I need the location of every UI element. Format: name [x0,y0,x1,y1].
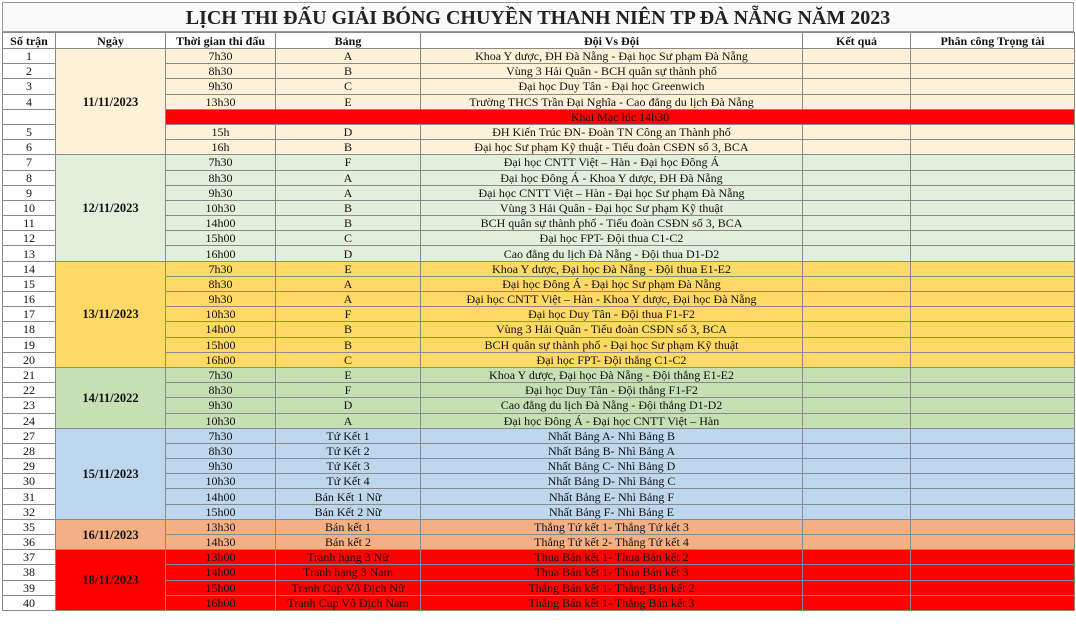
referee-cell[interactable] [911,474,1075,489]
time-cell[interactable]: 13h30 [166,94,276,109]
date-cell[interactable]: 11/11/2023 [56,49,166,155]
match-no-cell[interactable] [3,109,56,124]
time-cell[interactable]: 14h00 [166,489,276,504]
header-result[interactable]: Kết quả [803,33,911,49]
referee-cell[interactable] [911,246,1075,261]
result-cell[interactable] [803,367,911,382]
group-cell[interactable]: Tứ Kết 2 [276,443,421,458]
time-cell[interactable]: 14h30 [166,535,276,550]
referee-cell[interactable] [911,261,1075,276]
match-no-cell[interactable]: 17 [3,307,56,322]
group-cell[interactable]: Tranh Cup Vô Địch Nam [276,595,421,610]
referee-cell[interactable] [911,398,1075,413]
table-row [3,550,1075,565]
time-cell[interactable]: 13h30 [166,519,276,534]
referee-cell[interactable] [911,276,1075,291]
group-cell[interactable]: B [276,200,421,215]
teams-cell[interactable]: Khoa Y dược, Đại học Đà Nẵng - Đội thua E1-E2 [421,261,803,276]
group-cell[interactable]: Tranh hạng 3 Nam [276,565,421,580]
result-cell[interactable] [803,246,911,261]
group-cell[interactable]: D [276,246,421,261]
result-cell[interactable] [803,398,911,413]
teams-cell[interactable]: Đại học CNTT Việt – Hàn - Đại học Đông Á [421,155,803,170]
match-no-cell[interactable]: 14 [3,261,56,276]
result-cell[interactable] [803,383,911,398]
referee-cell[interactable] [911,185,1075,200]
referee-cell[interactable] [911,307,1075,322]
result-cell[interactable] [803,64,911,79]
group-cell[interactable]: B [276,140,421,155]
group-cell[interactable]: B [276,216,421,231]
teams-cell[interactable]: Thua Bán kết 1- Thua Bán kết 2 [421,550,803,565]
teams-cell[interactable]: Nhất Bảng A- Nhì Bảng B [421,428,803,443]
referee-cell[interactable] [911,459,1075,474]
referee-cell[interactable] [911,352,1075,367]
referee-cell[interactable] [911,155,1075,170]
referee-cell[interactable] [911,79,1075,94]
result-cell[interactable] [803,307,911,322]
time-cell[interactable]: 8h30 [166,276,276,291]
result-cell[interactable] [803,185,911,200]
match-no-cell[interactable]: 35 [3,519,56,534]
match-no-cell[interactable]: 21 [3,367,56,382]
match-no-cell[interactable]: 22 [3,383,56,398]
teams-cell[interactable]: Thắng Tứ kết 2- Thắng Tứ kết 4 [421,535,803,550]
result-cell[interactable] [803,459,911,474]
time-cell[interactable]: 10h30 [166,200,276,215]
date-cell[interactable]: 15/11/2023 [56,428,166,519]
group-cell[interactable]: A [276,49,421,64]
group-cell[interactable]: C [276,79,421,94]
result-cell[interactable] [803,535,911,550]
time-cell[interactable]: 9h30 [166,459,276,474]
match-no-cell[interactable]: 15 [3,276,56,291]
referee-cell[interactable] [911,337,1075,352]
time-cell[interactable]: 8h30 [166,383,276,398]
group-cell[interactable]: B [276,337,421,352]
date-cell[interactable]: 14/11/2022 [56,367,166,428]
group-cell[interactable]: C [276,352,421,367]
match-no-cell[interactable]: 11 [3,216,56,231]
time-cell[interactable]: 10h30 [166,413,276,428]
referee-cell[interactable] [911,64,1075,79]
match-no-cell[interactable]: 4 [3,94,56,109]
time-cell[interactable]: 13h00 [166,550,276,565]
teams-cell[interactable]: Đại học FPT- Đội thắng C1-C2 [421,352,803,367]
match-no-cell[interactable]: 40 [3,595,56,610]
match-no-cell[interactable]: 18 [3,322,56,337]
time-cell[interactable]: 7h30 [166,155,276,170]
teams-cell[interactable]: BCH quân sự thành phố - Đại học Sư phạm Kỹ thuật [421,337,803,352]
group-cell[interactable]: F [276,307,421,322]
teams-cell[interactable]: Vùng 3 Hải Quân - Tiểu đoàn CSĐN số 3, BCA [421,322,803,337]
match-no-cell[interactable]: 7 [3,155,56,170]
time-cell[interactable]: 9h30 [166,185,276,200]
result-cell[interactable] [803,94,911,109]
match-no-cell[interactable]: 39 [3,580,56,595]
group-cell[interactable]: E [276,94,421,109]
group-cell[interactable]: A [276,292,421,307]
group-cell[interactable]: F [276,383,421,398]
match-no-cell[interactable]: 9 [3,185,56,200]
referee-cell[interactable] [911,443,1075,458]
result-cell[interactable] [803,276,911,291]
teams-cell[interactable]: Khoa Y dược, ĐH Đà Nẵng - Đại học Sư phạm Đà Nẵng [421,49,803,64]
result-cell[interactable] [803,216,911,231]
time-cell[interactable]: 16h [166,140,276,155]
referee-cell[interactable] [911,322,1075,337]
group-cell[interactable]: B [276,64,421,79]
match-no-cell[interactable]: 29 [3,459,56,474]
match-no-cell[interactable]: 16 [3,292,56,307]
group-cell[interactable]: A [276,185,421,200]
opening-banner[interactable]: Khai Mạc lúc 14h30 [166,109,1075,124]
group-cell[interactable]: Tứ Kết 3 [276,459,421,474]
referee-cell[interactable] [911,231,1075,246]
time-cell[interactable]: 7h30 [166,428,276,443]
referee-cell[interactable] [911,367,1075,382]
match-no-cell[interactable]: 38 [3,565,56,580]
sheet-title: LỊCH THI ĐẤU GIẢI BÓNG CHUYỀN THANH NIÊN TP ĐÀ NẴNG NĂM 2023 [2,2,1074,32]
referee-cell[interactable] [911,200,1075,215]
match-no-cell[interactable]: 13 [3,246,56,261]
header-date[interactable]: Ngày [56,33,166,49]
teams-cell[interactable]: Nhất Bảng B- Nhì Bảng A [421,443,803,458]
time-cell[interactable]: 7h30 [166,367,276,382]
schedule-body [3,49,1075,611]
referee-cell[interactable] [911,489,1075,504]
time-cell[interactable]: 7h30 [166,261,276,276]
time-cell[interactable]: 16h00 [166,595,276,610]
teams-cell[interactable]: Đại học Sư phạm Kỹ thuật - Tiểu đoàn CSĐN số 3, BCA [421,140,803,155]
spreadsheet [2,2,1074,637]
time-cell[interactable]: 8h30 [166,443,276,458]
result-cell[interactable] [803,170,911,185]
time-cell[interactable]: 14h00 [166,216,276,231]
result-cell[interactable] [803,474,911,489]
group-cell[interactable]: Tranh hạng 3 Nữ [276,550,421,565]
teams-cell[interactable]: Thắng Tứ kết 1- Thắng Tứ kết 3 [421,519,803,534]
teams-cell[interactable]: Cao đẳng du lịch Đà Nẵng - Đội thắng D1-D2 [421,398,803,413]
header-match-no[interactable]: Số trận [3,33,56,49]
referee-cell[interactable] [911,595,1075,610]
time-cell[interactable]: 15h00 [166,504,276,519]
match-no-cell[interactable]: 3 [3,79,56,94]
match-no-cell[interactable]: 20 [3,352,56,367]
teams-cell[interactable]: Nhất Bảng E- Nhì Bảng F [421,489,803,504]
teams-cell[interactable]: Đại học Duy Tân - Đội thắng F1-F2 [421,383,803,398]
match-no-cell[interactable]: 30 [3,474,56,489]
header-referee[interactable]: Phân công Trọng tài [911,33,1075,49]
schedule-table [2,32,1075,611]
time-cell[interactable]: 8h30 [166,64,276,79]
result-cell[interactable] [803,428,911,443]
group-cell[interactable]: A [276,413,421,428]
match-no-cell[interactable]: 24 [3,413,56,428]
result-cell[interactable] [803,580,911,595]
table-row [3,155,1075,170]
group-cell[interactable]: D [276,398,421,413]
match-no-cell[interactable]: 5 [3,124,56,139]
result-cell[interactable] [803,550,911,565]
time-cell[interactable]: 9h30 [166,292,276,307]
referee-cell[interactable] [911,140,1075,155]
match-no-cell[interactable]: 12 [3,231,56,246]
time-cell[interactable]: 9h30 [166,79,276,94]
result-cell[interactable] [803,155,911,170]
teams-cell[interactable]: Đại học Đông Á - Đại học Sư phạm Đà Nẵng [421,276,803,291]
result-cell[interactable] [803,504,911,519]
time-cell[interactable]: 9h30 [166,398,276,413]
result-cell[interactable] [803,565,911,580]
referee-cell[interactable] [911,535,1075,550]
result-cell[interactable] [803,322,911,337]
referee-cell[interactable] [911,216,1075,231]
time-cell[interactable]: 16h00 [166,246,276,261]
teams-cell[interactable]: Khoa Y dược, Đại học Đà Nẵng - Đội thắng E1-E2 [421,367,803,382]
match-no-cell[interactable]: 19 [3,337,56,352]
teams-cell[interactable]: Đại học Duy Tân - Đội thua F1-F2 [421,307,803,322]
time-cell[interactable]: 8h30 [166,170,276,185]
group-cell[interactable]: E [276,261,421,276]
header-row [3,33,1075,49]
result-cell[interactable] [803,231,911,246]
result-cell[interactable] [803,519,911,534]
teams-cell[interactable]: Đại học CNTT Việt – Hàn - Đại học Sư phạm Đà Nẵng [421,185,803,200]
referee-cell[interactable] [911,170,1075,185]
result-cell[interactable] [803,49,911,64]
group-cell[interactable]: D [276,124,421,139]
date-cell[interactable]: 16/11/2023 [56,519,166,549]
time-cell[interactable]: 16h00 [166,352,276,367]
header-teams[interactable]: Đội Vs Đội [421,33,803,49]
table-row [3,428,1075,443]
referee-cell[interactable] [911,383,1075,398]
time-cell[interactable]: 10h30 [166,307,276,322]
date-cell[interactable]: 12/11/2023 [56,155,166,261]
teams-cell[interactable]: Đại học Đông Á - Đại học CNTT Việt – Hàn [421,413,803,428]
match-no-cell[interactable]: 10 [3,200,56,215]
teams-cell[interactable]: Trường THCS Trần Đại Nghĩa - Cao đẳng du lịch Đà Nẵng [421,94,803,109]
time-cell[interactable]: 15h00 [166,231,276,246]
result-cell[interactable] [803,292,911,307]
match-no-cell[interactable]: 1 [3,49,56,64]
teams-cell[interactable]: BCH quân sự thành phố - Tiểu đoàn CSĐN số 3, BCA [421,216,803,231]
group-cell[interactable]: Bán kết 1 [276,519,421,534]
group-cell[interactable]: Tứ Kết 4 [276,474,421,489]
group-cell[interactable]: Bán kết 2 [276,535,421,550]
table-row [3,261,1075,276]
date-cell[interactable]: 18/11/2023 [56,550,166,611]
group-cell[interactable]: Tranh Cup Vô Địch Nữ [276,580,421,595]
group-cell[interactable]: F [276,155,421,170]
teams-cell[interactable]: Đại học CNTT Việt – Hàn - Khoa Y dược, Đại học Đà Nẵng [421,292,803,307]
time-cell[interactable]: 15h00 [166,580,276,595]
time-cell[interactable]: 14h00 [166,322,276,337]
teams-cell[interactable]: Thắng Bán kết 1- Thắng Bán kết 2 [421,580,803,595]
time-cell[interactable]: 15h00 [166,337,276,352]
referee-cell[interactable] [911,292,1075,307]
referee-cell[interactable] [911,504,1075,519]
date-cell[interactable]: 13/11/2023 [56,261,166,367]
referee-cell[interactable] [911,580,1075,595]
teams-cell[interactable]: Cao đẳng du lịch Đà Nẵng - Đội thua D1-D2 [421,246,803,261]
match-no-cell[interactable]: 8 [3,170,56,185]
teams-cell[interactable]: Thua Bán kết 1- Thua Bán kết 3 [421,565,803,580]
referee-cell[interactable] [911,413,1075,428]
group-cell[interactable]: Bán Kết 1 Nữ [276,489,421,504]
group-cell[interactable]: B [276,322,421,337]
teams-cell[interactable]: Đại học Đông Á - Khoa Y dược, ĐH Đà Nẵng [421,170,803,185]
result-cell[interactable] [803,140,911,155]
time-cell[interactable]: 15h [166,124,276,139]
referee-cell[interactable] [911,519,1075,534]
header-group[interactable]: Bảng [276,33,421,49]
match-no-cell[interactable]: 32 [3,504,56,519]
referee-cell[interactable] [911,94,1075,109]
table-row [3,49,1075,64]
time-cell[interactable]: 14h00 [166,565,276,580]
teams-cell[interactable]: Vùng 3 Hải Quân - Đại học Sư phạm Kỹ thuật [421,200,803,215]
teams-cell[interactable]: Vùng 3 Hải Quân - BCH quân sự thành phố [421,64,803,79]
result-cell[interactable] [803,337,911,352]
time-cell[interactable]: 10h30 [166,474,276,489]
result-cell[interactable] [803,352,911,367]
referee-cell[interactable] [911,565,1075,580]
result-cell[interactable] [803,79,911,94]
group-cell[interactable]: C [276,231,421,246]
group-cell[interactable]: Tứ Kết 1 [276,428,421,443]
result-cell[interactable] [803,489,911,504]
referee-cell[interactable] [911,124,1075,139]
group-cell[interactable]: A [276,276,421,291]
result-cell[interactable] [803,200,911,215]
referee-cell[interactable] [911,428,1075,443]
match-no-cell[interactable]: 28 [3,443,56,458]
teams-cell[interactable]: Thắng Bán kết 1- Thắng Bán kết 3 [421,595,803,610]
result-cell[interactable] [803,413,911,428]
header-time[interactable]: Thời gian thi đấu [166,33,276,49]
match-no-cell[interactable]: 2 [3,64,56,79]
referee-cell[interactable] [911,49,1075,64]
match-no-cell[interactable]: 37 [3,550,56,565]
teams-cell[interactable]: Đại học FPT- Đội thua C1-C2 [421,231,803,246]
time-cell[interactable]: 7h30 [166,49,276,64]
group-cell[interactable]: Bán Kết 2 Nữ [276,504,421,519]
result-cell[interactable] [803,261,911,276]
match-no-cell[interactable]: 6 [3,140,56,155]
match-no-cell[interactable]: 31 [3,489,56,504]
teams-cell[interactable]: Đại học Duy Tân - Đại học Greenwich [421,79,803,94]
match-no-cell[interactable]: 36 [3,535,56,550]
result-cell[interactable] [803,124,911,139]
match-no-cell[interactable]: 27 [3,428,56,443]
result-cell[interactable] [803,443,911,458]
teams-cell[interactable]: Nhất Bảng D- Nhì Bảng C [421,474,803,489]
group-cell[interactable]: E [276,367,421,382]
match-no-cell[interactable]: 23 [3,398,56,413]
group-cell[interactable]: A [276,170,421,185]
table-row [3,519,1075,534]
teams-cell[interactable]: Nhất Bảng C- Nhì Bảng D [421,459,803,474]
teams-cell[interactable]: Nhất Bảng F- Nhì Bảng E [421,504,803,519]
table-row [3,367,1075,382]
referee-cell[interactable] [911,550,1075,565]
result-cell[interactable] [803,595,911,610]
teams-cell[interactable]: ĐH Kiến Trúc ĐN- Đoàn TN Công an Thành phố [421,124,803,139]
